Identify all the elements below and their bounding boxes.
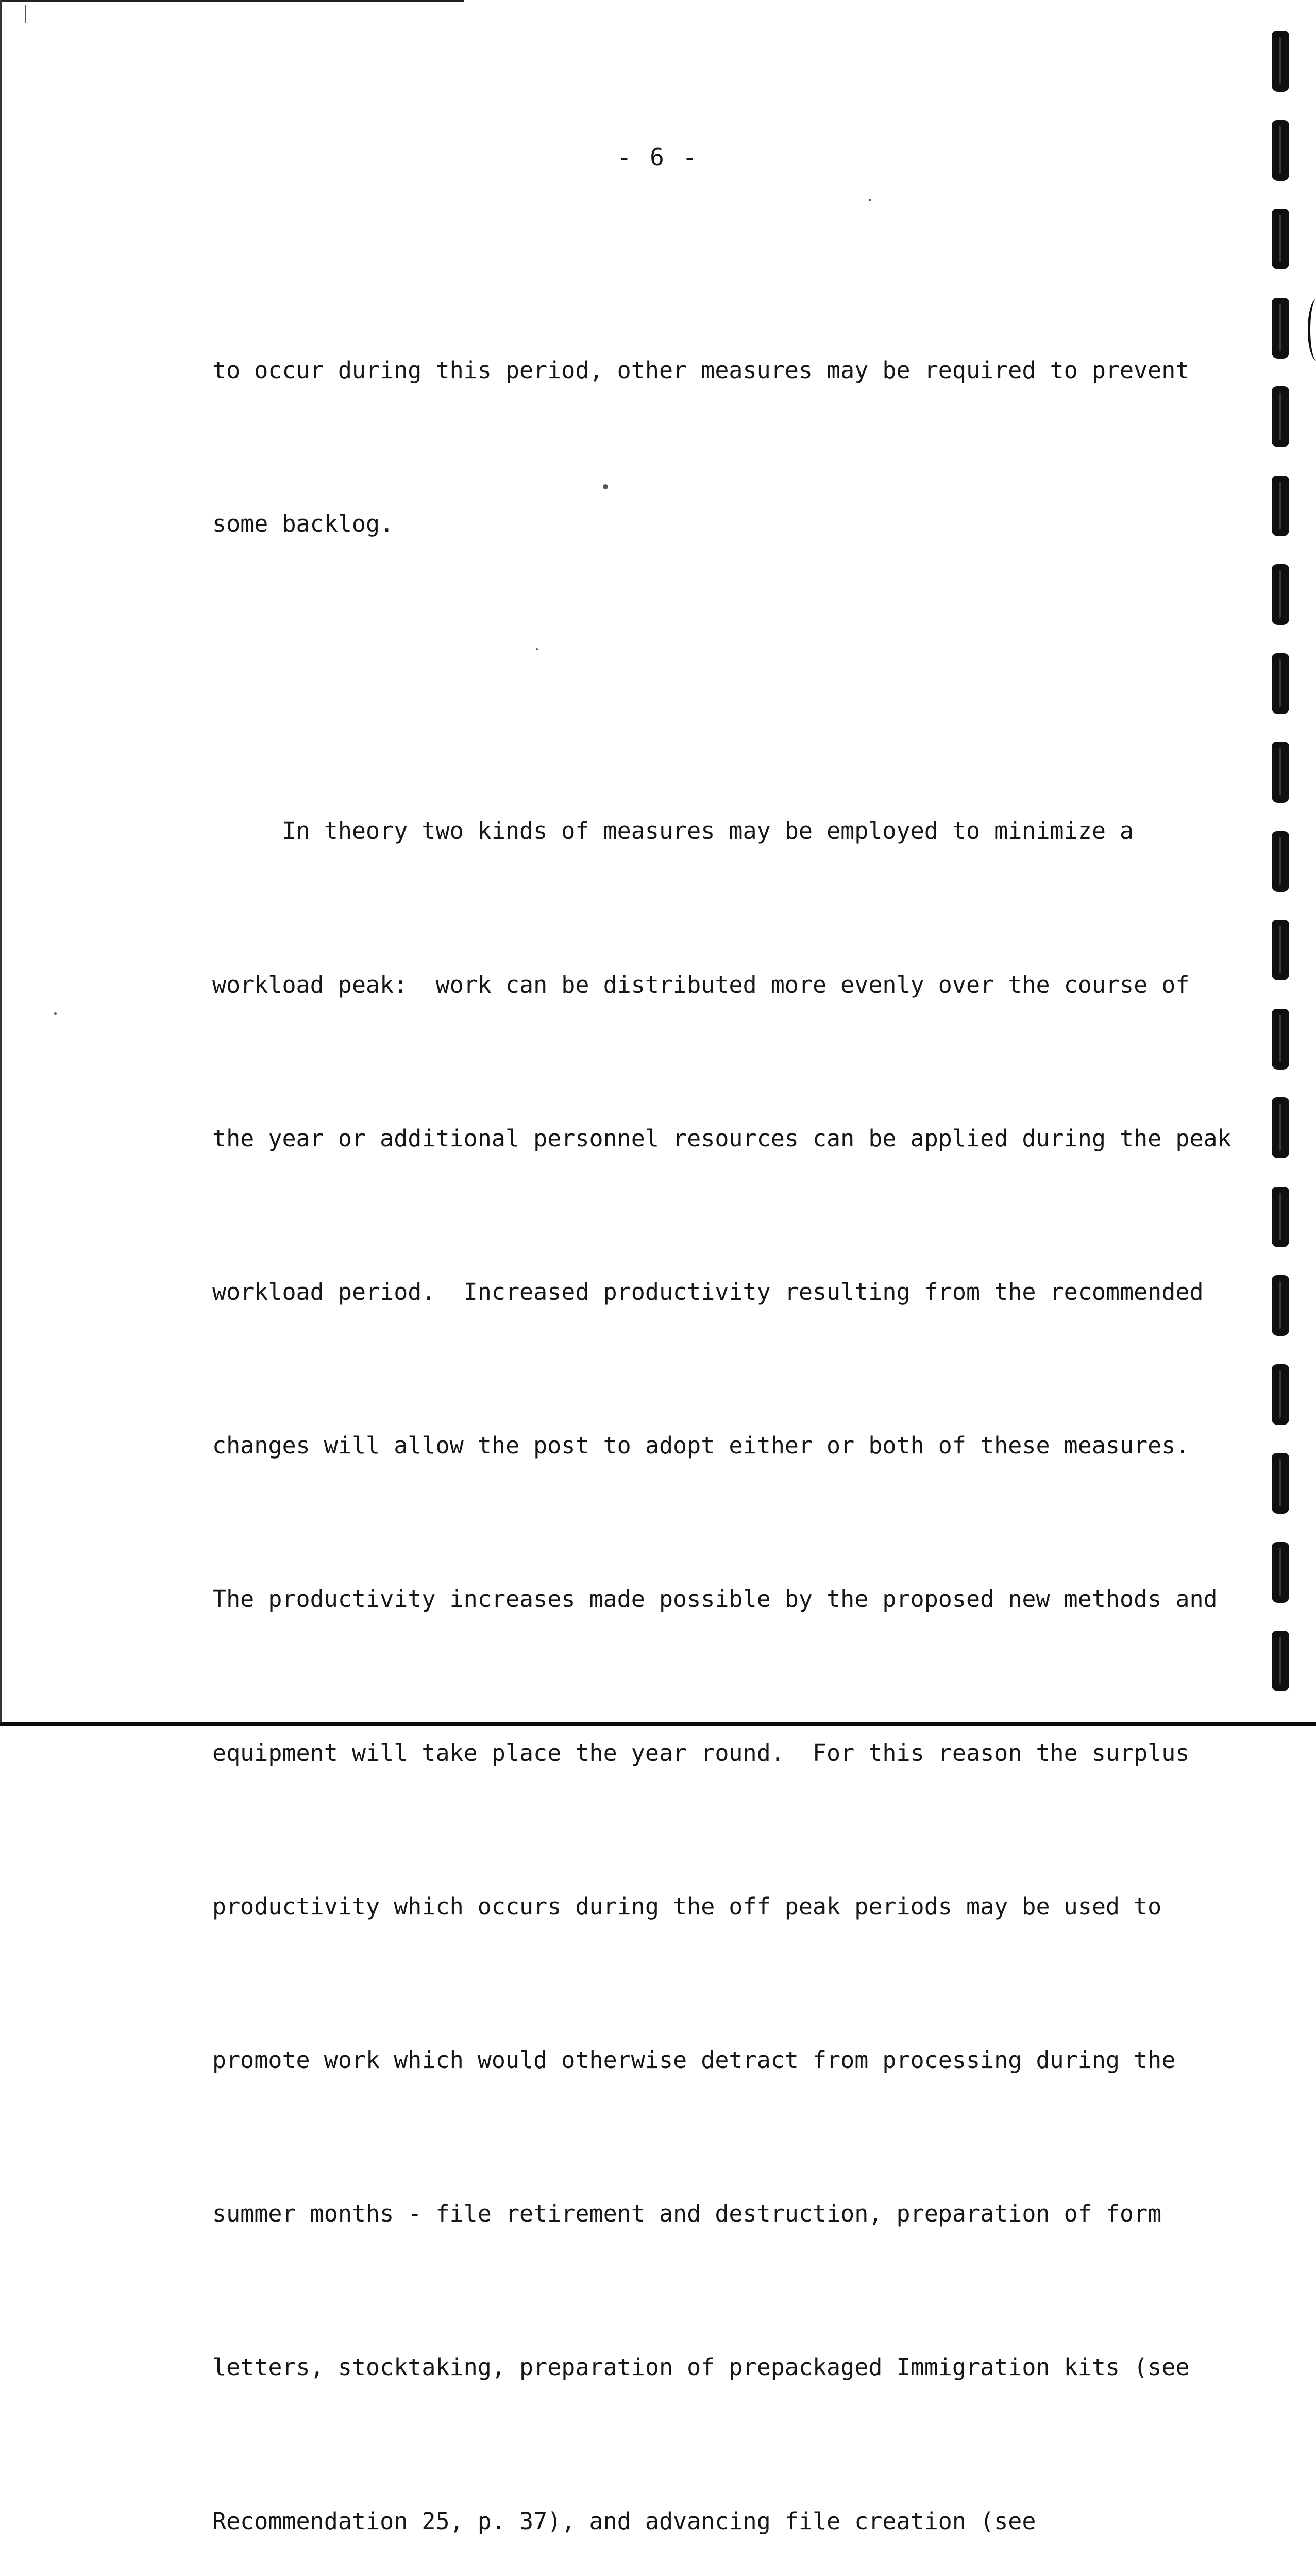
binding-hole bbox=[1272, 120, 1289, 181]
scan-speck bbox=[603, 484, 608, 489]
binding-hole bbox=[1272, 920, 1289, 980]
binding-hole bbox=[1272, 1453, 1289, 1514]
scan-edge-left bbox=[0, 0, 2, 1726]
text-line: In theory two kinds of measures may be employed to minimize a bbox=[212, 817, 1134, 845]
text-line: some backlog. bbox=[212, 510, 394, 538]
page-number: - 6 - bbox=[617, 143, 699, 171]
binding-hole bbox=[1272, 1631, 1289, 1691]
text-line: productivity which occurs during the off peak periods may be used to bbox=[212, 1892, 1162, 1920]
binding-hole bbox=[1272, 1364, 1289, 1425]
binding-hole bbox=[1272, 1542, 1289, 1603]
text-line: workload peak: work can be distributed more evenly over the course of bbox=[212, 971, 1190, 998]
binding-holes bbox=[1268, 31, 1298, 1705]
text-line: The productivity increases made possible by the proposed new methods and bbox=[212, 1585, 1218, 1613]
text-line: letters, stocktaking, preparation of prepackaged Immigration kits (see bbox=[212, 2353, 1190, 2381]
binding-hole bbox=[1272, 653, 1289, 714]
binding-hole bbox=[1272, 742, 1289, 803]
text-line: the year or additional personnel resources can be applied during the peak bbox=[212, 1124, 1231, 1152]
binding-ring-edge bbox=[1308, 299, 1316, 361]
binding-hole bbox=[1272, 831, 1289, 892]
scan-edge-top bbox=[0, 0, 464, 2]
text-line: equipment will take place the year round. For this reason the surplus bbox=[212, 1739, 1190, 1767]
text-line: to occur during this period, other measures may be required to prevent bbox=[212, 356, 1190, 384]
binding-hole bbox=[1272, 1097, 1289, 1158]
binding-hole bbox=[1272, 31, 1289, 92]
text-line: workload period. Increased productivity resulting from the recommended bbox=[212, 1278, 1204, 1306]
binding-hole bbox=[1272, 386, 1289, 447]
scan-speck bbox=[869, 199, 871, 201]
scan-mark bbox=[25, 5, 26, 23]
text-line: Recommendation 25, p. 37), and advancing file creation (see bbox=[212, 2507, 1036, 2535]
binding-hole bbox=[1272, 1009, 1289, 1070]
binding-hole bbox=[1272, 476, 1289, 536]
text-line: summer months - file retirement and destruction, preparation of form bbox=[212, 2200, 1162, 2228]
text-line: promote work which would otherwise detract from processing during the bbox=[212, 2046, 1176, 2074]
scan-speck bbox=[536, 648, 538, 650]
paragraph-gap bbox=[212, 652, 1160, 703]
scan-speck bbox=[54, 1012, 57, 1015]
binding-hole bbox=[1272, 298, 1289, 359]
text-line: changes will allow the post to adopt either or both of these measures. bbox=[212, 1432, 1190, 1460]
binding-hole bbox=[1272, 1275, 1289, 1336]
binding-hole bbox=[1272, 1187, 1289, 1247]
body-text bbox=[212, 242, 1231, 2576]
binding-hole bbox=[1272, 209, 1289, 269]
binding-hole bbox=[1272, 564, 1289, 625]
